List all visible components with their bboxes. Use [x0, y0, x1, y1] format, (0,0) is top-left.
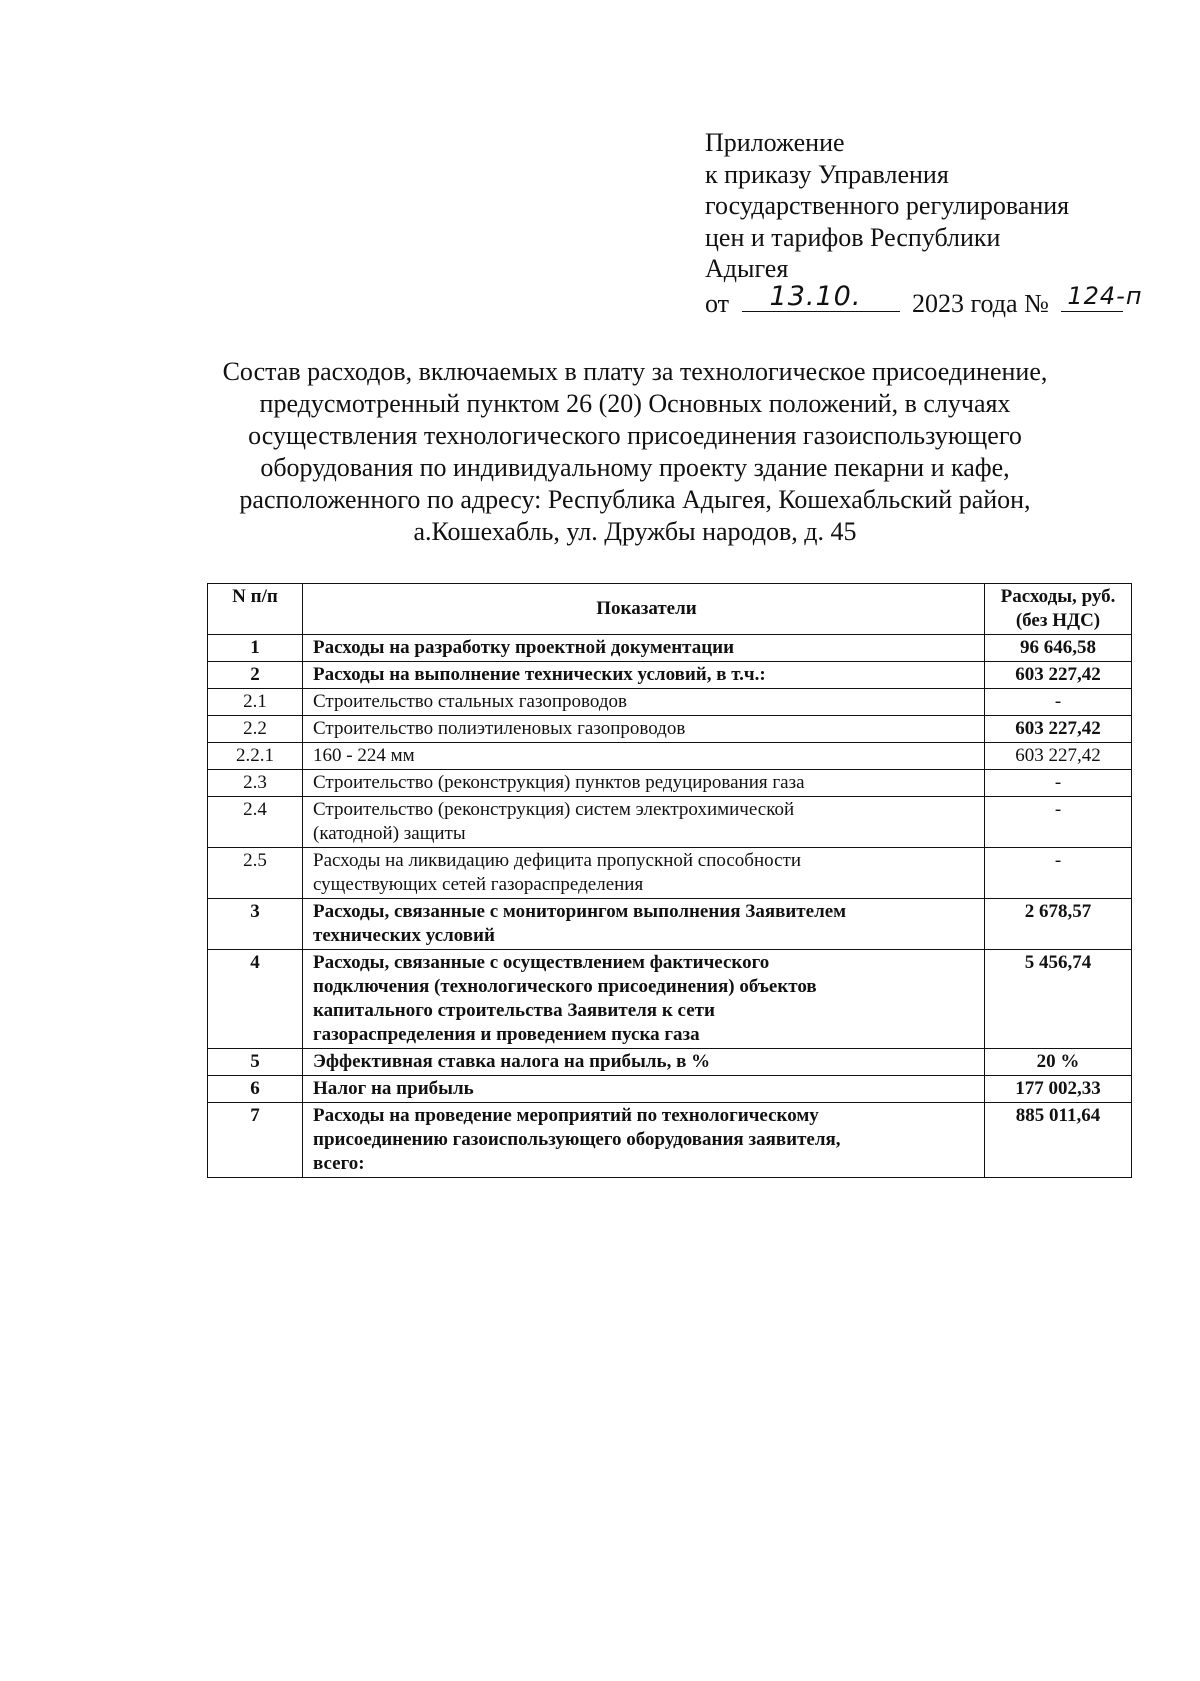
row-indicator-line: Строительство стальных газопроводов: [313, 691, 627, 712]
title-line: а.Кошехабль, ул. Дружбы народов, д. 45: [413, 517, 857, 546]
appendix-line: Приложение: [705, 128, 845, 157]
row-indicator: [303, 662, 985, 689]
row-number: 5: [208, 1049, 303, 1076]
date-blank: [742, 281, 900, 312]
row-number: 2: [208, 662, 303, 689]
row-value: 603 227,42: [985, 716, 1132, 743]
row-number: 7: [208, 1103, 303, 1178]
table-row: [208, 743, 1132, 770]
row-value: -: [985, 848, 1132, 899]
row-value: 96 646,58: [985, 635, 1132, 662]
row-number: 3: [208, 899, 303, 950]
appendix-date-line: [705, 281, 1143, 320]
row-value: 603 227,42: [985, 662, 1132, 689]
row-indicator-line: Расходы, связанные с осуществлением фактического: [313, 952, 770, 973]
row-indicator-line: Расходы, связанные с мониторингом выполнения Заявителем: [313, 901, 847, 922]
row-indicator: [303, 689, 985, 716]
appendix-line: государственного регулирования: [705, 191, 1070, 220]
row-indicator: [303, 1076, 985, 1103]
header-num: [208, 584, 303, 635]
document-title: [190, 356, 1080, 548]
table-row: [208, 848, 1132, 899]
appendix-line: Адыгея: [705, 254, 789, 283]
row-indicator: [303, 1103, 985, 1178]
row-number: 4: [208, 950, 303, 1049]
header-value-line: руб.: [1081, 586, 1116, 607]
row-number: 2.1: [208, 689, 303, 716]
costs-table: [207, 583, 1132, 1178]
table-row: [208, 770, 1132, 797]
table-row: [208, 662, 1132, 689]
row-number: 2.2.1: [208, 743, 303, 770]
row-indicator-line: существующих сетей газораспределения: [313, 874, 644, 895]
title-line: осуществления технологического присоединения газоиспользующего: [248, 421, 1022, 450]
row-value: 2 678,57: [985, 899, 1132, 950]
row-value: 603 227,42: [985, 743, 1132, 770]
table-row: [208, 635, 1132, 662]
table-row: [208, 1049, 1132, 1076]
row-indicator: [303, 770, 985, 797]
appendix-line: цен и тарифов Республики: [705, 222, 1001, 252]
row-indicator-line: всего:: [313, 1153, 365, 1174]
header-value-line: (без НДС): [1015, 610, 1101, 631]
row-indicator-line: Расходы на разработку проектной документации: [313, 637, 735, 658]
title-line: Состав расходов, включаемых в плату за технологическое присоединение,: [222, 357, 1048, 386]
table-row: [208, 1103, 1132, 1178]
title-line: предусмотренный пунктом 26 (20) Основных положений, в случаях: [259, 389, 1011, 418]
table-row: [208, 689, 1132, 716]
table-row: [208, 1076, 1132, 1103]
row-indicator-line: подключения (технологического присоединения) объектов: [313, 976, 817, 997]
row-indicator-line: Расходы на ликвидацию дефицита пропускной способности: [313, 850, 802, 871]
row-indicator-line: 160 - 224 мм: [313, 745, 415, 766]
appendix-line: к приказу Управления: [705, 159, 949, 189]
table-row: [208, 716, 1132, 743]
table-body: [208, 635, 1132, 1178]
header-num-line: N: [232, 586, 246, 607]
row-value: -: [985, 770, 1132, 797]
row-indicator-line: Строительство (реконструкция) пунктов редуцирования газа: [313, 772, 805, 793]
row-number: 2.3: [208, 770, 303, 797]
handwritten-number: 124-п: [1067, 282, 1143, 310]
row-indicator-line: Расходы на выполнение технических условий, в т.ч.:: [313, 664, 766, 685]
row-indicator-line: Эффективная ставка налога на прибыль, в %: [313, 1051, 711, 1072]
table-row: [208, 797, 1132, 848]
row-value: -: [985, 689, 1132, 716]
row-indicator: [303, 899, 985, 950]
appendix-block: [705, 127, 1143, 319]
number-blank: [1061, 282, 1143, 312]
row-indicator-line: Строительство (реконструкция) систем электрохимической: [313, 799, 795, 820]
row-value: 885 011,64: [985, 1103, 1132, 1178]
row-indicator-line: присоединению газоиспользующего оборудования заявителя,: [313, 1129, 841, 1150]
row-indicator: [303, 848, 985, 899]
row-indicator-line: Строительство полиэтиленовых газопроводов: [313, 718, 686, 739]
handwritten-date: 13.10.: [769, 281, 862, 312]
table-row: [208, 899, 1132, 950]
row-indicator-line: (катодной) защиты: [313, 823, 466, 844]
row-number: 6: [208, 1076, 303, 1103]
header-value-line: Расходы,: [1000, 586, 1077, 607]
row-indicator: [303, 797, 985, 848]
table-header-row: [208, 584, 1132, 635]
row-indicator-line: капитального строительства Заявителя к сети: [313, 1000, 715, 1021]
row-indicator-line: Налог на прибыль: [313, 1078, 474, 1099]
row-number: 2.4: [208, 797, 303, 848]
row-indicator-line: технических условий: [313, 925, 495, 946]
table-row: [208, 950, 1132, 1049]
row-value: 20 %: [985, 1049, 1132, 1076]
row-value: -: [985, 797, 1132, 848]
header-indicator: Показатели: [303, 584, 985, 635]
row-indicator: [303, 950, 985, 1049]
row-indicator: [303, 635, 985, 662]
row-indicator: [303, 743, 985, 770]
title-line: оборудования по индивидуальному проекту здание пекарни и кафе,: [260, 453, 1010, 482]
row-indicator: [303, 716, 985, 743]
row-number: 2.5: [208, 848, 303, 899]
year-text: 2023 года №: [912, 288, 1049, 318]
date-prefix: от: [705, 288, 730, 318]
row-value: 5 456,74: [985, 950, 1132, 1049]
header-value: [985, 584, 1132, 635]
row-indicator-line: газораспределения и проведением пуска газа: [313, 1024, 700, 1045]
row-indicator: [303, 1049, 985, 1076]
title-line: расположенного по адресу: Республика Адыгея, Кошехабльский район,: [239, 485, 1031, 514]
row-number: 2.2: [208, 716, 303, 743]
header-num-line: п/п: [250, 586, 278, 607]
row-number: 1: [208, 635, 303, 662]
row-value: 177 002,33: [985, 1076, 1132, 1103]
row-indicator-line: Расходы на проведение мероприятий по технологическому: [313, 1105, 819, 1126]
